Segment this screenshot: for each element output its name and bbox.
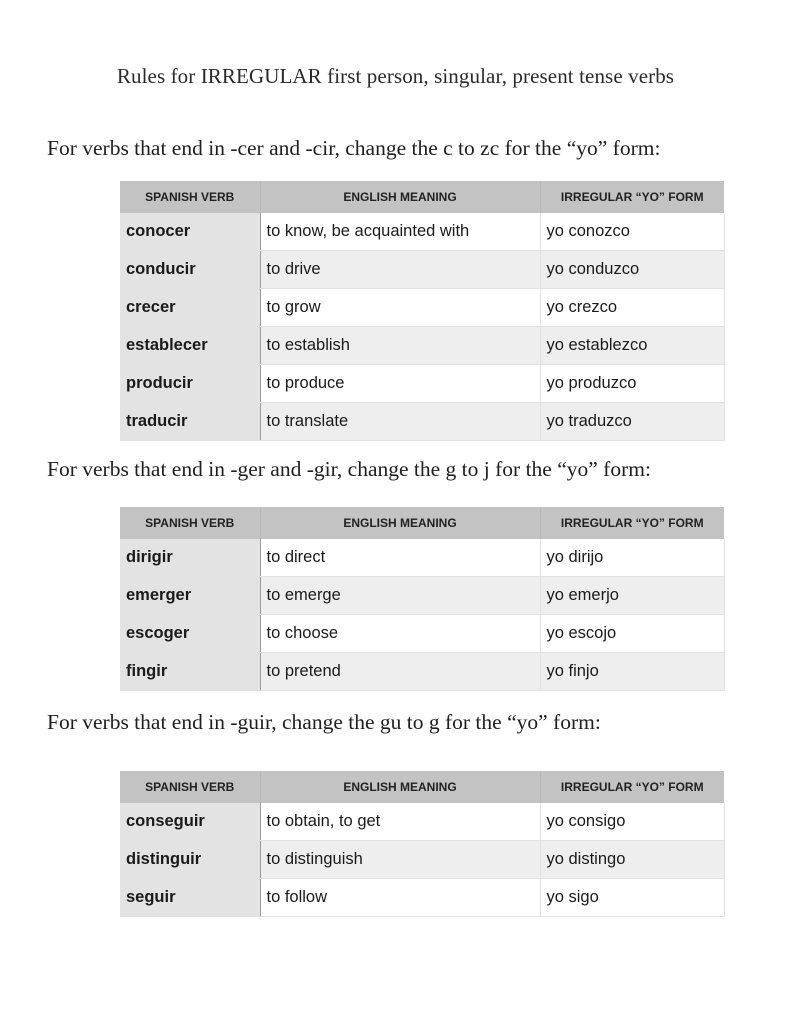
english-meaning: to grow: [260, 289, 540, 327]
table-row: [120, 653, 724, 691]
english-meaning: to establish: [260, 327, 540, 365]
table-row: [120, 289, 724, 327]
yo-form: yo establezco: [540, 327, 724, 365]
yo-form: yo dirijo: [540, 539, 724, 577]
rule-guir: For verbs that end in -guir, change the gu to g for the “yo” form:: [47, 710, 601, 734]
table-header-row: [120, 771, 724, 803]
table-row: [120, 879, 724, 917]
table-row: [120, 327, 724, 365]
spanish-verb: emerger: [120, 577, 260, 615]
english-meaning: to direct: [260, 539, 540, 577]
yo-form: yo sigo: [540, 879, 724, 917]
spanish-verb: establecer: [120, 327, 260, 365]
header-english-meaning: ENGLISH MEANING: [260, 771, 540, 803]
table-row: [120, 365, 724, 403]
rule-cer-cir: For verbs that end in -cer and -cir, change the c to zc for the “yo” form:: [47, 136, 661, 160]
table-row: [120, 213, 724, 251]
yo-form: yo produzco: [540, 365, 724, 403]
english-meaning: to translate: [260, 403, 540, 441]
yo-form: yo escojo: [540, 615, 724, 653]
yo-form: yo emerjo: [540, 577, 724, 615]
table-ger-gir: [120, 507, 725, 691]
yo-form: yo distingo: [540, 841, 724, 879]
english-meaning: to follow: [260, 879, 540, 917]
english-meaning: to drive: [260, 251, 540, 289]
header-spanish-verb: SPANISH VERB: [120, 771, 260, 803]
spanish-verb: seguir: [120, 879, 260, 917]
table-row: [120, 803, 724, 841]
english-meaning: to know, be acquainted with: [260, 213, 540, 251]
spanish-verb: traducir: [120, 403, 260, 441]
spanish-verb: producir: [120, 365, 260, 403]
english-meaning: to obtain, to get: [260, 803, 540, 841]
spanish-verb: distinguir: [120, 841, 260, 879]
table-guir: [120, 771, 725, 917]
english-meaning: to produce: [260, 365, 540, 403]
yo-form: yo finjo: [540, 653, 724, 691]
english-meaning: to choose: [260, 615, 540, 653]
header-yo-form: IRREGULAR “YO” FORM: [540, 507, 724, 539]
yo-form: yo consigo: [540, 803, 724, 841]
table-row: [120, 251, 724, 289]
spanish-verb: conducir: [120, 251, 260, 289]
spanish-verb: dirigir: [120, 539, 260, 577]
header-spanish-verb: SPANISH VERB: [120, 507, 260, 539]
table-row: [120, 841, 724, 879]
english-meaning: to emerge: [260, 577, 540, 615]
yo-form: yo conduzco: [540, 251, 724, 289]
yo-form: yo crezco: [540, 289, 724, 327]
spanish-verb: conseguir: [120, 803, 260, 841]
english-meaning: to pretend: [260, 653, 540, 691]
header-spanish-verb: SPANISH VERB: [120, 181, 260, 213]
page-title: Rules for IRREGULAR first person, singular, present tense verbs: [116, 64, 675, 88]
spanish-verb: fingir: [120, 653, 260, 691]
header-english-meaning: ENGLISH MEANING: [260, 507, 540, 539]
yo-form: yo traduzco: [540, 403, 724, 441]
rule-ger-gir: For verbs that end in -ger and -gir, change the g to j for the “yo” form:: [47, 457, 651, 481]
table-row: [120, 577, 724, 615]
header-english-meaning: ENGLISH MEANING: [260, 181, 540, 213]
spanish-verb: escoger: [120, 615, 260, 653]
spanish-verb: crecer: [120, 289, 260, 327]
english-meaning: to distinguish: [260, 841, 540, 879]
table-row: [120, 539, 724, 577]
spanish-verb: conocer: [120, 213, 260, 251]
table-cer-cir: [120, 181, 725, 441]
table-row: [120, 403, 724, 441]
yo-form: yo conozco: [540, 213, 724, 251]
header-yo-form: IRREGULAR “YO” FORM: [540, 771, 724, 803]
table-header-row: [120, 181, 724, 213]
header-yo-form: IRREGULAR “YO” FORM: [540, 181, 724, 213]
table-header-row: [120, 507, 724, 539]
table-row: [120, 615, 724, 653]
